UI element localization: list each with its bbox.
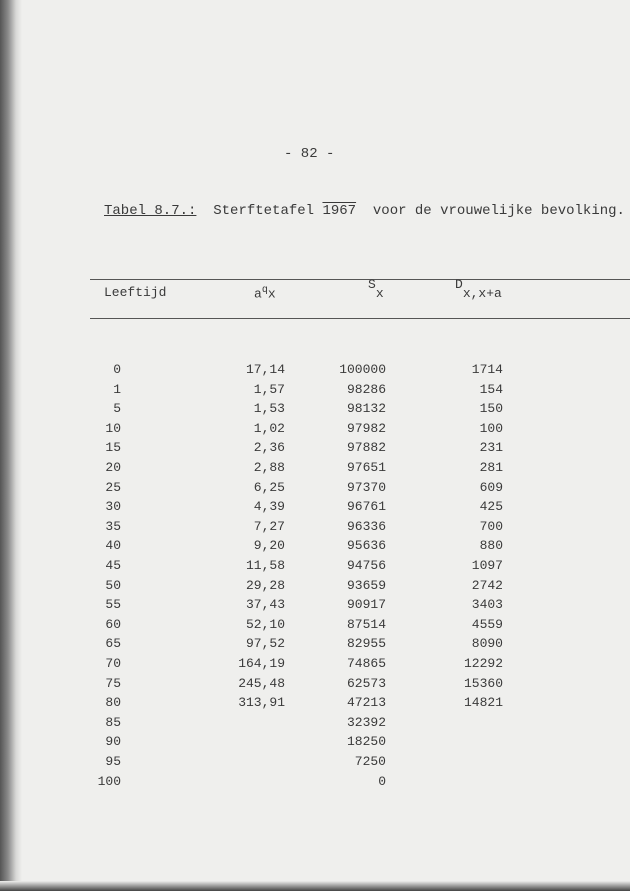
aqx-cell: 6,25 (253, 479, 285, 495)
table-row (0, 578, 630, 596)
age-cell: 5 (113, 401, 121, 417)
age-cell: 30 (105, 499, 121, 515)
age-cell: 95 (105, 754, 121, 769)
table-header-rule (90, 318, 630, 319)
table-row (0, 695, 630, 713)
age-cell: 75 (105, 675, 121, 691)
table-row (0, 597, 630, 615)
aqx-cell: 9,20 (253, 538, 285, 554)
d-cell: 231 (479, 440, 503, 456)
caption-text-after: voor de vrouwelijke bevolking. (372, 203, 625, 219)
table-row (0, 715, 630, 733)
d-cell: 1714 (471, 362, 503, 377)
table-row (0, 440, 630, 458)
age-cell: 80 (105, 695, 121, 711)
d-cell: 4559 (471, 616, 503, 632)
caption-year: 1967 (322, 203, 357, 219)
sx-cell: 90917 (346, 597, 386, 613)
age-cell: 15 (105, 440, 121, 456)
age-cell: 35 (105, 518, 121, 534)
table-row (0, 460, 630, 478)
header-aqx-pre: a (254, 286, 262, 302)
header-d-sub: x,x+a (462, 286, 502, 301)
table-row (0, 480, 630, 498)
age-cell: 0 (113, 362, 121, 377)
aqx-cell: 1,02 (253, 420, 285, 436)
d-cell: 14821 (463, 695, 503, 711)
table-row (0, 617, 630, 635)
age-cell: 40 (105, 538, 121, 554)
header-d (455, 277, 502, 301)
table-row (0, 362, 630, 380)
d-cell: 1097 (471, 558, 503, 573)
table-row (0, 676, 630, 694)
aqx-cell: 11,58 (245, 558, 285, 573)
aqx-cell: 1,57 (253, 381, 285, 397)
sx-cell: 98132 (346, 401, 386, 417)
header-sx-sup: S (368, 277, 376, 292)
age-cell: 90 (105, 734, 121, 750)
aqx-cell: 7,27 (253, 518, 285, 534)
table-row (0, 538, 630, 556)
sx-cell: 87514 (346, 616, 386, 632)
table-row (0, 382, 630, 400)
age-cell: 20 (105, 460, 121, 475)
table-row (0, 774, 630, 792)
header-age: Leeftijd (104, 285, 167, 300)
d-cell: 8090 (471, 636, 503, 652)
d-cell: 609 (479, 479, 503, 495)
age-cell: 50 (105, 577, 121, 593)
sx-cell: 18250 (346, 734, 386, 750)
table-row (0, 754, 630, 772)
d-cell: 100 (479, 420, 503, 436)
sx-cell: 96336 (346, 518, 386, 534)
sx-cell: 32392 (346, 714, 386, 730)
sx-cell: 97370 (346, 479, 386, 495)
d-cell: 2742 (471, 577, 503, 593)
table-top-rule (90, 279, 630, 280)
aqx-cell: 17,14 (245, 362, 285, 377)
page-bottom-edge (0, 881, 630, 891)
sx-cell: 97882 (346, 440, 386, 456)
sx-cell: 94756 (346, 558, 386, 573)
table-row (0, 519, 630, 537)
table-row (0, 734, 630, 752)
age-cell: 10 (105, 420, 121, 436)
sx-cell: 93659 (346, 577, 386, 593)
age-cell: 65 (105, 636, 121, 652)
sx-cell: 0 (378, 773, 386, 789)
sx-cell: 47213 (346, 695, 386, 711)
sx-cell: 62573 (346, 675, 386, 691)
aqx-cell: 245,48 (238, 675, 285, 691)
table-row (0, 656, 630, 674)
aqx-cell: 313,91 (238, 695, 285, 711)
table-row (0, 421, 630, 439)
table-label: Tabel 8.7.: (104, 203, 197, 219)
d-cell: 281 (479, 460, 503, 475)
d-cell: 12292 (463, 656, 503, 671)
sx-cell: 82955 (346, 636, 386, 652)
header-d-sup: D (455, 277, 463, 292)
sx-cell: 100000 (339, 362, 386, 377)
d-cell: 154 (479, 381, 503, 397)
age-cell: 60 (105, 616, 121, 632)
age-cell: 25 (105, 479, 121, 495)
age-cell: 100 (97, 773, 121, 789)
d-cell: 3403 (471, 597, 503, 613)
sx-cell: 97651 (346, 460, 386, 475)
header-aqx-post: x (267, 286, 276, 302)
d-cell: 880 (479, 538, 503, 554)
aqx-cell: 97,52 (245, 636, 285, 652)
aqx-cell: 2,36 (253, 440, 285, 456)
age-cell: 55 (105, 597, 121, 613)
sx-cell: 97982 (346, 420, 386, 436)
table-caption (104, 203, 625, 219)
aqx-cell: 52,10 (245, 616, 285, 632)
header-sx-sub: x (375, 286, 384, 301)
age-cell: 85 (105, 714, 121, 730)
age-cell: 1 (113, 381, 121, 397)
d-cell: 150 (479, 401, 503, 417)
sx-cell: 96761 (346, 499, 386, 515)
aqx-cell: 164,19 (238, 656, 285, 671)
header-aqx-sup: q (261, 285, 268, 296)
table-row (0, 401, 630, 419)
table-row (0, 499, 630, 517)
aqx-cell: 37,43 (245, 597, 285, 613)
d-cell: 15360 (463, 675, 503, 691)
header-aqx (254, 285, 276, 301)
sx-cell: 7250 (354, 754, 386, 769)
d-cell: 425 (479, 499, 503, 515)
d-cell: 700 (479, 518, 503, 534)
page-number: - 82 - (284, 146, 335, 162)
caption-text-before: Sterftetafel (213, 203, 315, 219)
sx-cell: 98286 (346, 381, 386, 397)
age-cell: 70 (105, 656, 121, 671)
header-sx (368, 277, 384, 301)
aqx-cell: 29,28 (245, 577, 285, 593)
aqx-cell: 1,53 (253, 401, 285, 417)
aqx-cell: 4,39 (253, 499, 285, 515)
aqx-cell: 2,88 (253, 460, 285, 475)
table-row (0, 558, 630, 576)
table-row (0, 636, 630, 654)
age-cell: 45 (105, 558, 121, 573)
sx-cell: 74865 (346, 656, 386, 671)
sx-cell: 95636 (346, 538, 386, 554)
